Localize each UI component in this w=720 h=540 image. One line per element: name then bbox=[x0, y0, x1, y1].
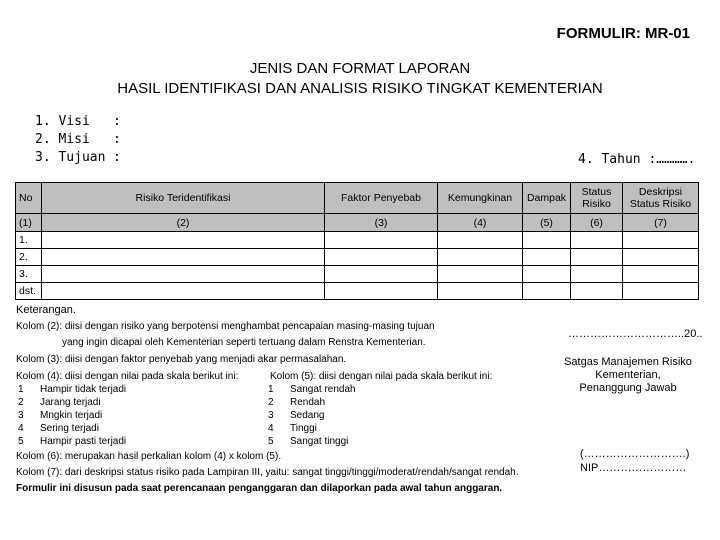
table-cell[interactable] bbox=[623, 266, 699, 283]
signature-role: Penanggung Jawab bbox=[579, 382, 677, 394]
table-row bbox=[16, 283, 699, 300]
scale-number: 5 bbox=[268, 436, 274, 447]
field-tujuan-value: : bbox=[113, 150, 121, 165]
table-cell[interactable] bbox=[623, 283, 699, 300]
scale-text: Sedang bbox=[290, 410, 325, 421]
row-number: 2. bbox=[16, 249, 42, 266]
note-kolom7: Kolom (7): dari deskripsi status risiko pada Lampiran III, yaitu: sangat tinggi/tinggi/moderat/rendah/sangat rendah. bbox=[16, 467, 519, 478]
col-header-dampak: Dampak bbox=[523, 183, 571, 214]
scale-text: Hampir tidak terjadi bbox=[40, 384, 127, 395]
document-subtitle: HASIL IDENTIFIKASI DAN ANALISIS RISIKO TINGKAT KEMENTERIAN bbox=[117, 80, 603, 97]
table-cell[interactable] bbox=[325, 283, 438, 300]
note-kolom2: Kolom (2): diisi dengan risiko yang berpotensi menghambat pencapaian masing-masing tujuan bbox=[16, 321, 435, 332]
table-cell[interactable] bbox=[571, 266, 623, 283]
note-kolom6: Kolom (6): merupakan hasil perkalian kolom (4) x kolom (5). bbox=[16, 451, 282, 462]
form-code: FORMULIR: MR-01 bbox=[556, 25, 690, 42]
col-number: (3) bbox=[325, 214, 438, 232]
table-cell[interactable] bbox=[571, 249, 623, 266]
table-cell[interactable] bbox=[42, 283, 325, 300]
scale-text: Jarang terjadi bbox=[40, 397, 101, 408]
scale-number: 4 bbox=[268, 423, 274, 434]
col-number: (7) bbox=[623, 214, 699, 232]
table-cell[interactable] bbox=[42, 266, 325, 283]
scale-number: 5 bbox=[18, 436, 24, 447]
field-tahun: 4. Tahun :…………. bbox=[578, 152, 696, 167]
col-number: (1) bbox=[16, 214, 42, 232]
table-cell[interactable] bbox=[438, 249, 523, 266]
kolom4-scale-item bbox=[18, 423, 99, 434]
col-number: (4) bbox=[438, 214, 523, 232]
field-tujuan-label: 3. Tujuan bbox=[35, 150, 106, 165]
kolom4-scale-item bbox=[18, 410, 102, 421]
table-cell[interactable] bbox=[523, 266, 571, 283]
signature-nip: NIP…………………… bbox=[580, 462, 687, 474]
note-kolom5: Kolom (5): diisi dengan nilai pada skala berikut ini: bbox=[270, 371, 493, 382]
table-cell[interactable] bbox=[571, 232, 623, 249]
kolom4-scale-item bbox=[18, 397, 101, 408]
table-row bbox=[16, 249, 699, 266]
field-tujuan bbox=[35, 150, 121, 165]
table-cell[interactable] bbox=[623, 232, 699, 249]
scale-number: 1 bbox=[268, 384, 274, 395]
field-misi-label: 2. Misi bbox=[35, 132, 90, 147]
table-cell[interactable] bbox=[438, 232, 523, 249]
scale-text: Rendah bbox=[290, 397, 326, 408]
table-cell[interactable] bbox=[325, 266, 438, 283]
table-cell[interactable] bbox=[325, 249, 438, 266]
field-misi bbox=[35, 132, 121, 147]
note-kolom2-cont: yang ingin dicapai oleh Kementerian seperti tertuang dalam Renstra Kementerian. bbox=[62, 337, 426, 348]
field-visi-label: 1. Visi bbox=[35, 114, 90, 129]
table-cell[interactable] bbox=[623, 249, 699, 266]
table-row bbox=[16, 232, 699, 249]
kolom5-scale-item bbox=[268, 423, 317, 434]
table-cell[interactable] bbox=[42, 249, 325, 266]
col-header-status: Status Risiko bbox=[571, 183, 623, 214]
field-misi-value: : bbox=[113, 132, 121, 147]
document-title: JENIS DAN FORMAT LAPORAN bbox=[249, 60, 471, 77]
table-cell[interactable] bbox=[42, 232, 325, 249]
col-number: (2) bbox=[42, 214, 325, 232]
col-header-kemungkinan: Kemungkinan bbox=[438, 183, 523, 214]
scale-number: 1 bbox=[18, 384, 24, 395]
table-cell[interactable] bbox=[523, 232, 571, 249]
col-number: (6) bbox=[571, 214, 623, 232]
table-row bbox=[16, 266, 699, 283]
field-visi bbox=[35, 114, 121, 129]
row-number: 3. bbox=[16, 266, 42, 283]
col-header-no: No bbox=[16, 183, 42, 214]
table-cell[interactable] bbox=[571, 283, 623, 300]
table-cell[interactable] bbox=[325, 232, 438, 249]
scale-number: 3 bbox=[18, 410, 24, 421]
scale-number: 2 bbox=[268, 397, 274, 408]
risk-table bbox=[15, 182, 699, 300]
field-visi-value: : bbox=[113, 114, 121, 129]
scale-text: Sangat rendah bbox=[290, 384, 356, 395]
note-kolom3: Kolom (3): diisi dengan faktor penyebab yang menjadi akar permasalahan. bbox=[16, 354, 347, 365]
scale-text: Tinggi bbox=[290, 423, 317, 434]
signature-org: Satgas Manajemen Risiko bbox=[564, 356, 692, 368]
table-column-numbers-row bbox=[16, 214, 699, 232]
table-cell[interactable] bbox=[438, 266, 523, 283]
scale-text: Mngkin terjadi bbox=[40, 410, 103, 421]
col-header-deskripsi: Deskripsi Status Risiko bbox=[623, 183, 699, 214]
signature-date: …………………………..20.. bbox=[568, 328, 703, 340]
table-cell[interactable] bbox=[523, 249, 571, 266]
note-footer: Formulir ini disusun pada saat perencanaan penganggaran dan dilaporkan pada awal tahun anggaran. bbox=[16, 483, 503, 494]
kolom5-scale-item bbox=[268, 397, 325, 408]
kolom5-scale-item bbox=[268, 436, 348, 447]
signature-name: (……………………….) bbox=[580, 448, 690, 460]
scale-number: 4 bbox=[18, 423, 24, 434]
kolom4-scale-item bbox=[18, 384, 126, 395]
scale-text: Hampir pasti terjadi bbox=[40, 436, 127, 447]
col-header-risiko: Risiko Teridentifikasi bbox=[42, 183, 325, 214]
signature-ministry: Kementerian, bbox=[595, 369, 661, 381]
table-cell[interactable] bbox=[523, 283, 571, 300]
kolom5-scale-item bbox=[268, 384, 356, 395]
table-cell[interactable] bbox=[438, 283, 523, 300]
notes-title: Keterangan. bbox=[16, 304, 76, 316]
scale-number: 2 bbox=[18, 397, 24, 408]
kolom4-scale-item bbox=[18, 436, 126, 447]
scale-text: Sangat tinggi bbox=[290, 436, 349, 447]
row-number: 1. bbox=[16, 232, 42, 249]
table-header-row bbox=[16, 183, 699, 214]
col-header-faktor: Faktor Penyebab bbox=[325, 183, 438, 214]
kolom5-scale-item bbox=[268, 410, 324, 421]
note-kolom4: Kolom (4): diisi dengan nilai pada skala berikut ini: bbox=[16, 371, 239, 382]
scale-text: Sering terjadi bbox=[40, 423, 99, 434]
row-number: dst. bbox=[16, 283, 42, 300]
scale-number: 3 bbox=[268, 410, 274, 421]
col-number: (5) bbox=[523, 214, 571, 232]
